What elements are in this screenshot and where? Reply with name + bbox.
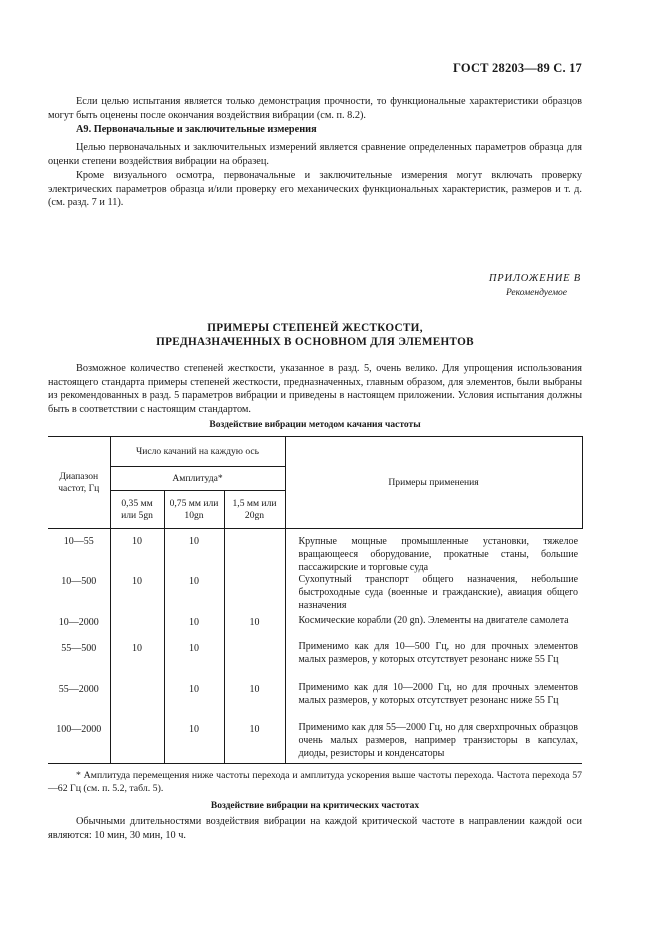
header-amplitude-3: 1,5 мм или 20gn <box>224 491 285 529</box>
cell-amplitude-2: 10 <box>164 682 224 722</box>
critical-paragraph: Обычными длительностями воздействия вибрации на каждой критической частоте в направлении каждой оси являются: 10 мин, 30 мин, 10 ч. <box>48 816 582 841</box>
critical-caption: Воздействие вибрации на критических частотах <box>210 801 420 811</box>
cell-amplitude-2: 10 <box>164 574 224 615</box>
cell-amplitude-1: 10 <box>110 641 164 682</box>
table-row <box>48 682 582 722</box>
cell-amplitude-2: 10 <box>164 641 224 682</box>
intro-paragraph: Если целью испытания является только демонстрация прочности, то функциональные характеристики образцов могут быть оценены после окончания воздействия вибрации (см. п. 8.2). <box>48 96 582 121</box>
cell-frequency-range: 10—500 <box>61 576 97 588</box>
header-amplitude: Амплитуда* <box>110 467 285 491</box>
cell-amplitude-1 <box>110 615 164 641</box>
header-cycles: Число качаний на каждую ось <box>110 437 285 467</box>
appendix-paragraph: Возможное количество степеней жесткости, указанное в разд. 5, очень велико. Для упрощения использования настоящего стандарта примеры степеней жесткости, предназначенных, главным образом, для элементов, были выбраны из рекомендованных в разд. 5 параметров вибрации и приведены в настоящем приложении. Условия испытания должны быть в соответствии с настоящим стандартом. <box>48 363 582 415</box>
page-header: ГОСТ 28203—89 С. 17 <box>453 61 582 75</box>
cell-amplitude-3: 10 <box>224 615 285 641</box>
cell-amplitude-3: 10 <box>224 722 285 763</box>
cell-example: Применимо как для 10—2000 Гц, но для прочных элементов малых размеров, у которых отсутствует резонанс ниже 55 Гц <box>285 682 582 722</box>
cell-example: Космические корабли (20 gn). Элементы на двигателе самолета <box>285 615 582 641</box>
table-row <box>48 529 582 575</box>
cell-example: Применимо как для 55—2000 Гц, но для сверхпрочных образцов очень малых размеров, например транзисторы в капсулах, диоды, резисторы и конденсаторы <box>285 722 582 763</box>
appendix-title-line-1: ПРИМЕРЫ СТЕПЕНЕЙ ЖЕСТКОСТИ, <box>207 322 423 334</box>
cell-amplitude-2: 10 <box>164 722 224 763</box>
cell-frequency-range: 55—500 <box>61 643 97 655</box>
cell-amplitude-1 <box>110 722 164 763</box>
appendix-status: Рекомендуемое <box>505 288 567 298</box>
appendix-label: ПРИЛОЖЕНИЕ В <box>488 273 581 284</box>
cell-amplitude-3 <box>224 641 285 682</box>
table-row <box>48 641 582 682</box>
header-amplitude-2: 0,75 мм или 10gn <box>164 491 224 529</box>
header-frequency-range: Диапазон частот, Гц <box>48 437 110 529</box>
table-footnote: * Амплитуда перемещения ниже частоты перехода и амплитуда ускорения выше частоты перехода. Частота перехода 57—62 Гц (см. п. 5.2, табл. 5). <box>48 770 582 794</box>
cell-amplitude-3: 10 <box>224 682 285 722</box>
cell-amplitude-1: 10 <box>110 529 164 575</box>
header-examples: Примеры применения <box>285 437 582 529</box>
cell-amplitude-3 <box>224 529 285 575</box>
cell-example: Крупные мощные промышленные установки, тяжелое вращающееся оборудование, прокатные станы, большие пассажирские и торговые суда <box>285 529 582 575</box>
cell-frequency-range: 55—2000 <box>58 684 99 696</box>
cell-example: Применимо как для 10—500 Гц, но для прочных элементов малых размеров, у которых отсутствует резонанс ниже 55 Гц <box>285 641 582 682</box>
cell-example: Сухопутный транспорт общего назначения, небольшие быстроходные суда (военные и гражданские), авиация общего назначения <box>285 574 582 615</box>
table-caption: Воздействие вибрации методом качания частоты <box>209 420 421 430</box>
section-a9-paragraph-1: Целью первоначальных и заключительных измерений является сравнение определенных параметров образца для оценки степени воздействия вибрации на образец. <box>48 142 582 167</box>
section-a9-paragraph-2: Кроме визуального осмотра, первоначальные и заключительные измерения могут включать проверку электрических параметров образца и/или проверку его механических функциональных характеристик, размеров и т. д. (см. разд. 7 и 11). <box>48 170 582 209</box>
cell-frequency-range: 100—2000 <box>48 722 110 763</box>
appendix-title-line-2: ПРЕДНАЗНАЧЕННЫХ В ОСНОВНОМ ДЛЯ ЭЛЕМЕНТОВ <box>156 336 474 348</box>
table-row <box>48 615 582 641</box>
table-row <box>48 722 582 763</box>
cell-frequency-range: 10—55 <box>63 536 94 547</box>
section-a9-heading: А9. Первоначальные и заключительные измерения <box>76 124 317 135</box>
cell-amplitude-2: 10 <box>164 615 224 641</box>
table-row <box>48 574 582 615</box>
table-body <box>48 529 582 764</box>
cell-frequency-range: 10—2000 <box>58 617 99 629</box>
vibration-table <box>48 436 583 764</box>
cell-amplitude-3 <box>224 574 285 615</box>
cell-amplitude-1: 10 <box>110 574 164 615</box>
cell-amplitude-2: 10 <box>164 529 224 575</box>
cell-amplitude-1 <box>110 682 164 722</box>
header-amplitude-1: 0,35 мм или 5gn <box>110 491 164 529</box>
